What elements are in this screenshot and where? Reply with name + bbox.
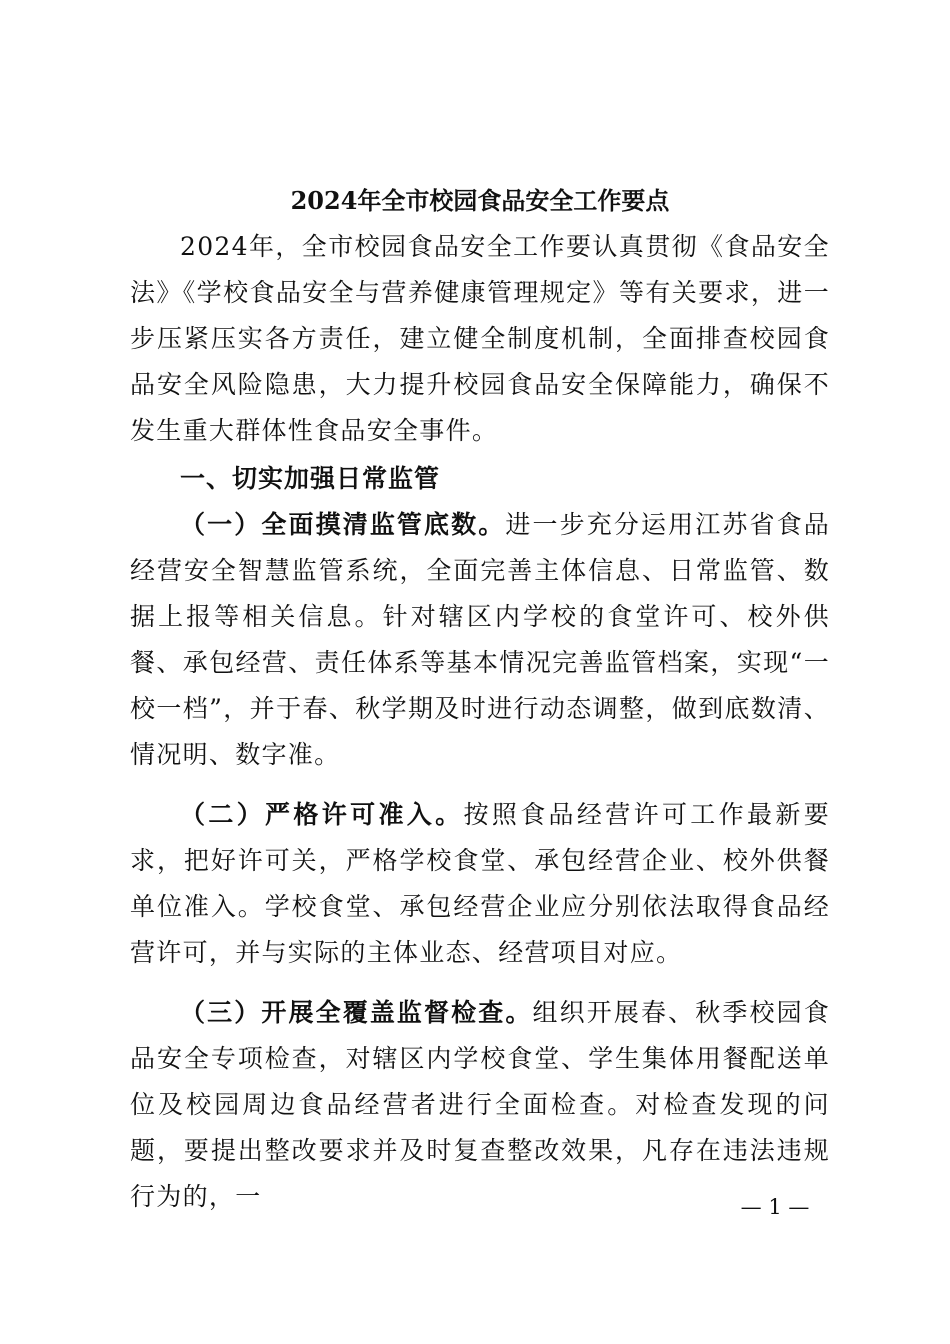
section-heading: 一、切实加强日常监管 — [180, 464, 441, 493]
item-paragraph-1 — [130, 502, 830, 778]
item-lead-3: （三）开展全覆盖监督检查。 — [180, 998, 533, 1027]
intro-paragraph: 2024年，全市校园食品安全工作要认真贯彻《食品安全法》《学校食品安全与营养健康管理规定》等有关要求，进一步压紧压实各方责任，建立健全制度机制，全面排查校园食品安全风险隐患，大力提升校园食品安全保障能力，确保不发生重大群体性食品安全事件。 — [130, 232, 830, 445]
item-paragraph-3 — [130, 990, 830, 1220]
item-text-3: 组织开展春、秋季校园食品安全专项检查，对辖区内学校食堂、学生集体用餐配送单位及校园周边食品经营者进行全面检查。对检查发现的问题，要提出整改要求并及时复查整改效果，凡存在违法违规行为的，一 — [130, 998, 830, 1211]
item-lead-1: （一）全面摸清监管底数。 — [180, 510, 506, 539]
document-title: 2024年全市校园食品安全工作要点 — [290, 186, 670, 215]
page-number: — 1 — — [740, 1195, 810, 1219]
item-paragraph-2 — [130, 792, 830, 976]
item-lead-2: （二）严格许可准入。 — [180, 800, 464, 829]
item-text-1: 进一步充分运用江苏省食品经营安全智慧监管系统，全面完善主体信息、日常监管、数据上报等相关信息。针对辖区内学校的食堂许可、校外供餐、承包经营、责任体系等基本情况完善监管档案，实现“一校一档”，并于春、秋学期及时进行动态调整，做到底数清、情况明、数字准。 — [130, 510, 830, 769]
item-text-2: 按照食品经营许可工作最新要求，把好许可关，严格学校食堂、承包经营企业、校外供餐单位准入。学校食堂、承包经营企业应分别依法取得食品经营许可，并与实际的主体业态、经营项目对应。 — [130, 800, 830, 967]
document-body — [130, 178, 830, 1220]
